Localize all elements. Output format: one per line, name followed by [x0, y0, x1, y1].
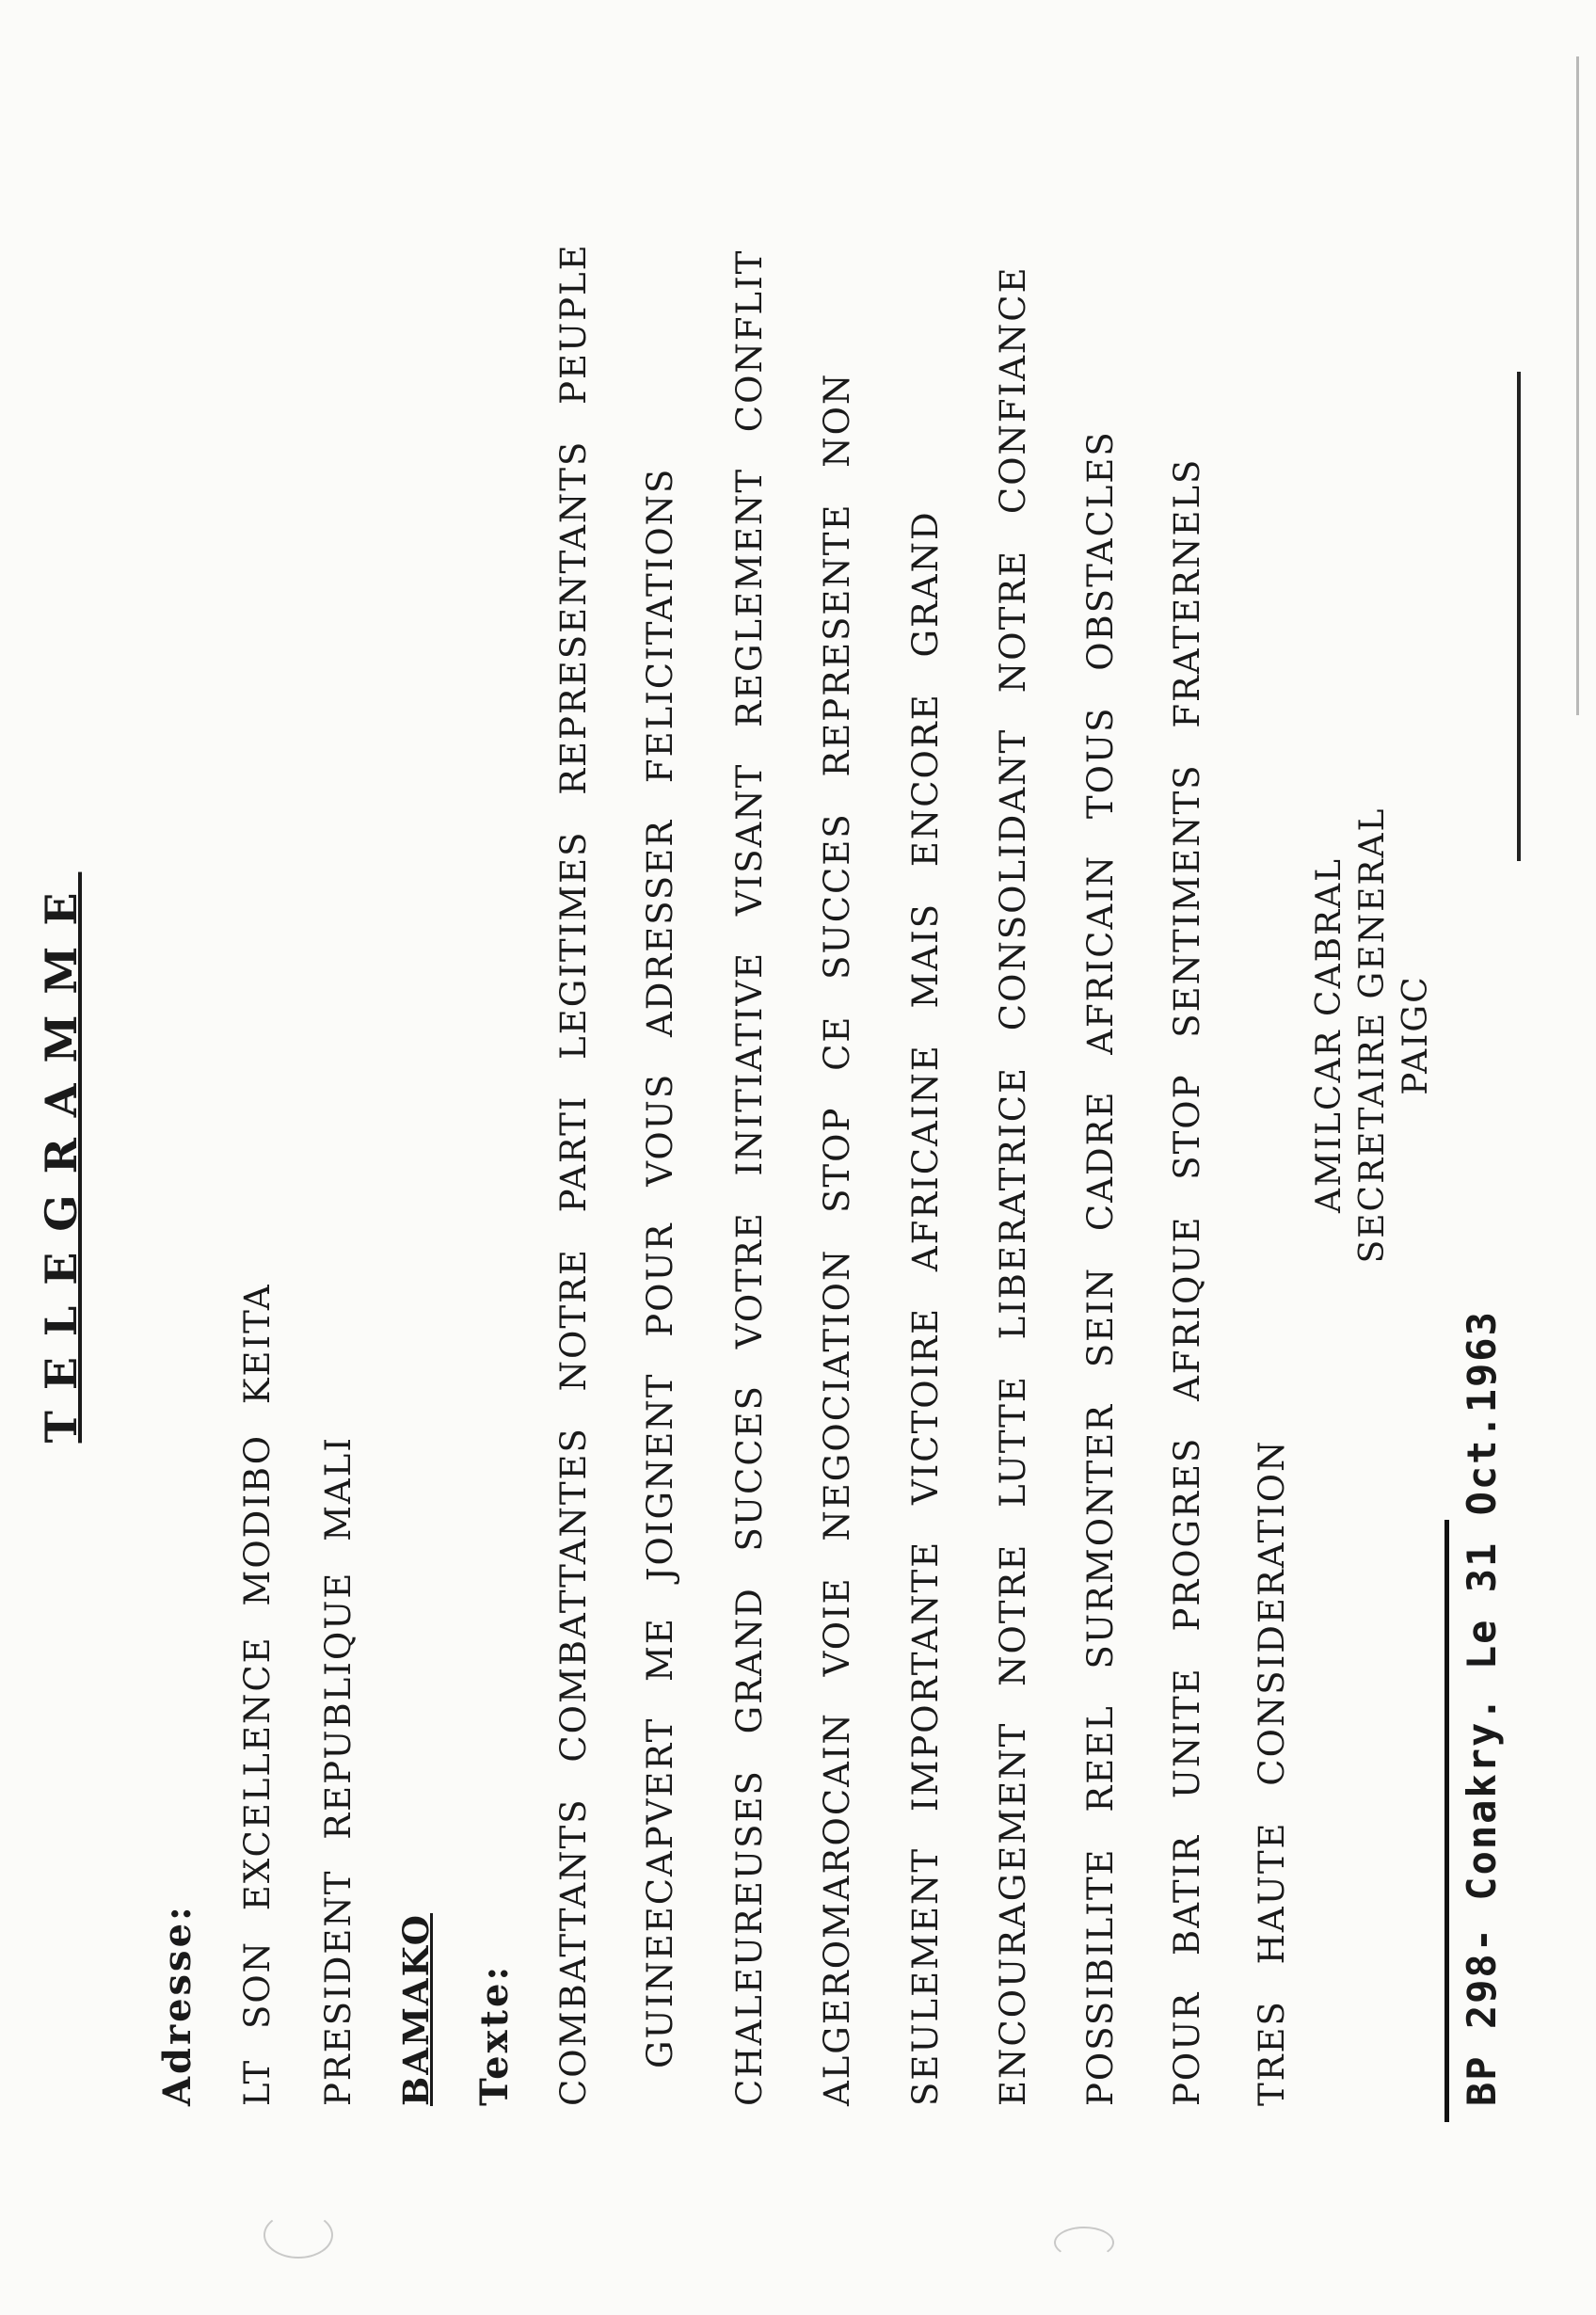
document-title: TELEGRAMME [36, 871, 87, 1444]
scan-edge-mark [1576, 56, 1579, 715]
text-line: TRES HAUTE CONSIDERATION [1252, 1439, 1292, 2106]
text-line: ENCOURAGEMENT NOTRE LUTTE LIBERATRICE CONSOLIDANT NOTRE CONFIANCE [993, 265, 1033, 2106]
scan-smudge-mark [263, 2211, 333, 2259]
address-line-2: PRESIDENT REPUBLIQUE MALI [318, 1436, 359, 2106]
scan-smudge-mark [1054, 2227, 1114, 2259]
text-label: Texte: [472, 1963, 517, 2106]
signature-role: SECRETAIRE GENERAL PAIGC [1353, 806, 1435, 1264]
text-line: CHALEUREUSES GRAND SUCCES VOTRE INITIATIVE VISANT REGLEMENT CONFLIT [729, 248, 770, 2106]
text-line: POUR BATIR UNITE PROGRES AFRIQUE STOP SENTIMENTS FRATERNELS [1167, 457, 1207, 2106]
text-line: COMBATTANTS COMBATTANTES NOTRE PARTI LEGITIMES REPRESENTANTS PEUPLE [553, 243, 594, 2106]
address-city: BAMAKO [395, 1912, 437, 2106]
text-line: ALGEROMAROCAIN VOIE NEGOCIATION STOP CE SUCCES REPRESENTE NON [817, 372, 857, 2106]
text-line: GUINEECAPVERT ME JOIGNENT POUR VOUS ADRESSER FELICITATIONS [640, 467, 680, 2068]
footer-address-date: BP 298- Conakry. Le 31 Oct.1963 [1459, 1310, 1505, 2106]
text-line: SEULEMENT IMPORTANTE VICTOIRE AFRICAINE MAIS ENCORE GRAND [905, 510, 946, 2106]
address-line-1: LT SON EXCELLENCE MODIBO KEITA [237, 1283, 278, 2106]
address-label: Adresse: [155, 1904, 200, 2106]
right-divider [1517, 372, 1521, 861]
signature-name: AMILCAR CABRAL [1310, 856, 1349, 1214]
footer-divider [1444, 1520, 1449, 2122]
text-line: POSSIBILITE REEL SURMONTER SEIN CADRE AFRICAIN TOUS OBSTACLES [1080, 430, 1121, 2106]
signature-block [1308, 753, 1438, 1317]
